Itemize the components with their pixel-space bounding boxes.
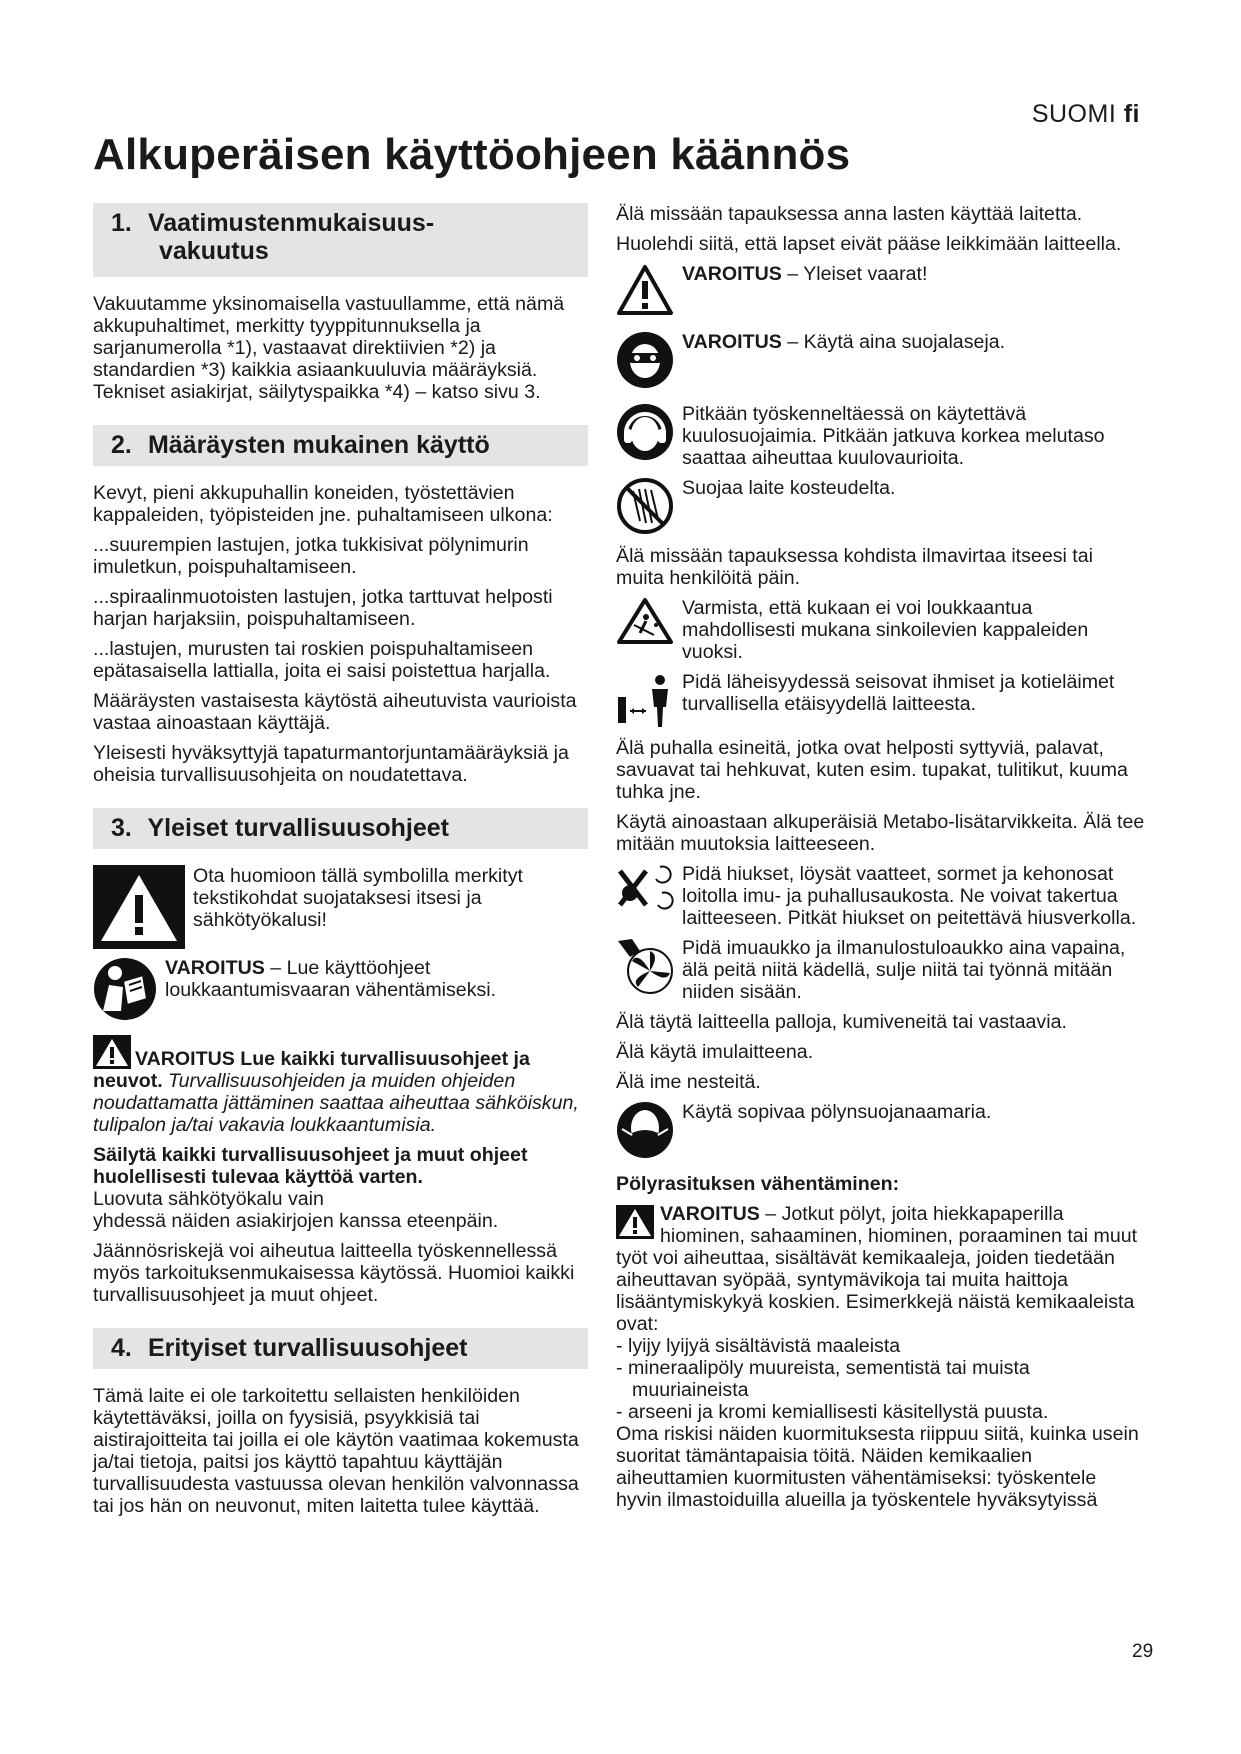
- dust-mask-row: [616, 1101, 1146, 1159]
- restriction-text: Tämä laite ei ole tarkoitettu sellaisten henkilöiden käytettäväksi, joilla on fyysisiä, psyykkisiä tai aistirajoitteita tai joilla ei ole käytön vaatimaa kokemusta ja/tai tietoja, paitsi jos käyttö tapahtuu käyttäjän turvallisuudesta vastuussa olevan henkilön valvonnassa tai jos hän on neuvonut, miten laitetta tulee käyttää.: [93, 1385, 579, 1517]
- section-number: 2.: [111, 431, 132, 459]
- dust-tail-text: Oma riskisi näiden kuormituksesta riippuu siitä, kuinka usein suoritat tämäntapaisia töitä. Näiden kemikaalien aiheuttamien kuormitusten vähentämiseksi: työskentele hyvin ilmastoiduilla alueilla ja työskentele hyväksytyissä: [616, 1423, 1139, 1511]
- language-label: [1032, 100, 1140, 129]
- section-number: 3.: [111, 814, 132, 842]
- ear-protection-text: Pitkään työskenneltäessä on käytettävä kuulosuojaimia. Pitkään jatkuva korkea melutaso saattaa aiheuttaa kuulovaurioita.: [682, 403, 1105, 469]
- paragraph: Älä käytä imulaitteena.: [616, 1041, 814, 1063]
- section-2-heading: [93, 425, 588, 466]
- warning-label: VAROITUS: [682, 331, 782, 353]
- section-title: Yleiset turvallisuusohjeet: [147, 814, 449, 842]
- list-item: - lyijy lyijyä sisältävistä maaleista: [616, 1335, 901, 1357]
- keep-distance-icon: [616, 671, 674, 729]
- dust-warning: [616, 1203, 1146, 1335]
- small-warning-icon: [616, 1205, 654, 1239]
- hair-row: [616, 863, 1146, 929]
- intake-row: [616, 937, 1146, 1003]
- flying-objects-text: Varmista, että kukaan ei voi loukkaantua mahdollisesti mukana sinkoilevien kappaleiden vuoksi.: [682, 597, 1089, 663]
- section-title: Vaatimustenmukaisuus-: [147, 209, 435, 237]
- section-title: Määräysten mukainen käyttö: [147, 431, 490, 459]
- read-all-warning: [93, 1035, 588, 1136]
- dust-heading: Pölyrasituksen vähentäminen:: [616, 1173, 900, 1195]
- read-manual-row: [93, 957, 588, 1021]
- safety-goggles-icon: [616, 331, 674, 389]
- chemicals-list: [616, 1335, 1146, 1423]
- paragraph: Älä missään tapauksessa kohdista ilmavirtaa itseesi tai muita henkilöitä päin.: [616, 545, 1094, 589]
- section-title-continued: vakuutus: [159, 237, 269, 265]
- paragraph: ...suurempien lastujen, jotka tukkisivat pölynimurin imuletkun, poispuhaltamiseen.: [93, 534, 529, 578]
- warning-symbol-text: Ota huomioon tällä symbolilla merkityt tekstikohdat suojataksesi itsesi ja sähkötyökalusi!: [193, 865, 523, 931]
- hair-text: Pidä hiukset, löysät vaatteet, sormet ja kehonosat loitolla imu- ja puhallusaukosta. Ne voivat takertua laitteeseen. Pitkät hiukset on peitettävä hiusverkolla.: [682, 863, 1137, 929]
- declaration-text: Vakuutamme yksinomaisella vastuullamme, että nämä akkupuhaltimet, merkitty tyyppitunnuksella ja sarjanumerolla *1), vastaavat direktiivien *2) ja standardien *3) kaikkia asiaankuuluvia määräyksiä. Tekniset asiakirjat, säilytyspaikka *4) – katso sivu 3.: [93, 293, 565, 403]
- paragraph: Huolehdi siitä, että lapset eivät pääse leikkimään laitteella.: [616, 233, 1122, 255]
- ear-protection-icon: [616, 403, 674, 461]
- warning-symbol-row: [93, 865, 588, 949]
- general-danger-text: – Yleiset vaarat!: [781, 263, 928, 285]
- flying-objects-row: [616, 597, 1146, 663]
- warning-label: VAROITUS: [660, 1203, 760, 1225]
- left-column: [93, 203, 588, 1525]
- read-manual-icon: [93, 957, 157, 1021]
- moisture-row: [616, 477, 1146, 535]
- paragraph: Älä täytä laitteella palloja, kumiveneitä tai vastaavia.: [616, 1011, 1067, 1033]
- warning-box-icon: [93, 865, 185, 949]
- ear-protection-row: [616, 403, 1146, 469]
- paragraph: ...spiraalinmuotoisten lastujen, jotka tarttuvat helposti harjan harjaksiin, poispuhaltamiseen.: [93, 586, 553, 630]
- residual-risk-text: Jäännösriskejä voi aiheutua laitteella työskennellessä myös tarkoituksenmukaisessa käytössä. Huomioi kaikki turvallisuusohjeet ja muut ohjeet.: [93, 1240, 575, 1306]
- list-item: - arseeni ja kromi kemiallisesti käsitellystä puusta.: [616, 1401, 1049, 1423]
- list-item: - mineraalipöly muureista, sementistä tai muista muuriaineista: [616, 1357, 1030, 1401]
- warning-label: VAROITUS: [165, 957, 265, 979]
- fan-hand-icon: [616, 937, 674, 995]
- flying-objects-icon: [616, 597, 674, 645]
- dust-mask-text: Käytä sopivaa pölynsuojanaamaria.: [682, 1101, 992, 1123]
- paragraph: Älä ime nesteitä.: [616, 1071, 761, 1093]
- language-code: fi: [1123, 100, 1140, 128]
- section-number: 4.: [111, 1334, 132, 1362]
- section-1-heading: [93, 203, 588, 277]
- keep-instructions-bold: Säilytä kaikki turvallisuusohjeet ja muut ohjeet huolellisesti tulevaa käyttöä varten.: [93, 1144, 528, 1188]
- read-all-bold: VAROITUS Lue kaikki turvallisuusohjeet ja neuvot.: [93, 1048, 530, 1092]
- dust-warning-text: – Jotkut pölyt, joita hiekkapaperilla hiominen, sahaaminen, hiominen, poraaminen tai muut työt voi aiheuttaa, sisältävät kemikaaleja, joiden tiedetään aiheuttavan syöpää, syntymävikoja tai muita haittoja lisääntymiskykyä koskien. Esimerkkejä näistä kemikaaleista ovat:: [616, 1203, 1138, 1335]
- page-title: Alkuperäisen käyttöohjeen käännös: [93, 130, 851, 179]
- paragraph: Älä missään tapauksessa anna lasten käyttää laitetta.: [616, 203, 1083, 225]
- goggles-text: – Käytä aina suojalaseja.: [781, 331, 1006, 353]
- paragraph: Yleisesti hyväksyttyjä tapaturmantorjuntamääräyksiä ja oheisia turvallisuusohjeita on noudatettava.: [93, 742, 569, 786]
- small-warning-icon: [93, 1035, 131, 1069]
- distance-row: [616, 671, 1146, 729]
- section-number: 1.: [111, 209, 132, 237]
- paragraph: Käytä ainoastaan alkuperäisiä Metabo-lisätarvikkeita. Älä tee mitään muutoksia laitteeseen.: [616, 811, 1145, 855]
- language-name: SUOMI: [1031, 100, 1117, 128]
- section-title: Erityiset turvallisuusohjeet: [147, 1334, 468, 1362]
- dust-mask-icon: [616, 1101, 674, 1159]
- moisture-text: Suojaa laite kosteudelta.: [682, 477, 896, 499]
- page-number: 29: [1132, 1641, 1154, 1662]
- right-column: [616, 203, 1146, 1519]
- paragraph: ...lastujen, murusten tai roskien poispuhaltamiseen epätasaisella lattialla, joita ei saisi poistettua harjalla.: [93, 638, 551, 682]
- general-danger-icon: [616, 263, 674, 317]
- read-manual-text: – Lue käyttöohjeet loukkaantumisvaaran vähentämiseksi.: [165, 957, 497, 1001]
- paragraph: Älä puhalla esineitä, jotka ovat helposti syttyviä, palavat, savuavat tai hehkuvat, kuten esim. tupakat, tulitikut, kuuma tuhka jne.: [616, 737, 1128, 803]
- keep-instructions-line-1: Luovuta sähkötyökalu vain: [93, 1188, 324, 1210]
- paragraph: Määräysten vastaisesta käytöstä aiheutuvista vaurioista vastaa ainoastaan käyttäjä.: [93, 690, 577, 734]
- paragraph: Kevyt, pieni akkupuhallin koneiden, työstettävien kappaleiden, työpisteiden jne. puhaltamiseen ulkona:: [93, 482, 553, 526]
- goggles-row: [616, 331, 1146, 389]
- distance-text: Pidä läheisyydessä seisovat ihmiset ja kotieläimet turvallisella etäisyydellä laitteesta.: [682, 671, 1115, 715]
- intake-text: Pidä imuaukko ja ilmanulostuloaukko aina vapaina, älä peitä niitä kädellä, sulje niitä tai työnnä mitään niiden sisään.: [682, 937, 1126, 1003]
- warning-label: VAROITUS: [682, 263, 782, 285]
- section-4-heading: [93, 1328, 588, 1369]
- keep-instructions-line-2: yhdessä näiden asiakirjojen kanssa eteenpäin.: [93, 1210, 499, 1232]
- read-all-italic: Turvallisuusohjeiden ja muiden ohjeiden noudattamatta jättäminen saattaa aiheuttaa sähköiskun, tulipalon ja/tai vakavia loukkaantumisia.: [93, 1070, 579, 1136]
- general-danger-row: [616, 263, 1146, 317]
- no-moisture-icon: [616, 477, 674, 535]
- entanglement-icon: [616, 863, 674, 915]
- section-3-heading: [93, 808, 588, 849]
